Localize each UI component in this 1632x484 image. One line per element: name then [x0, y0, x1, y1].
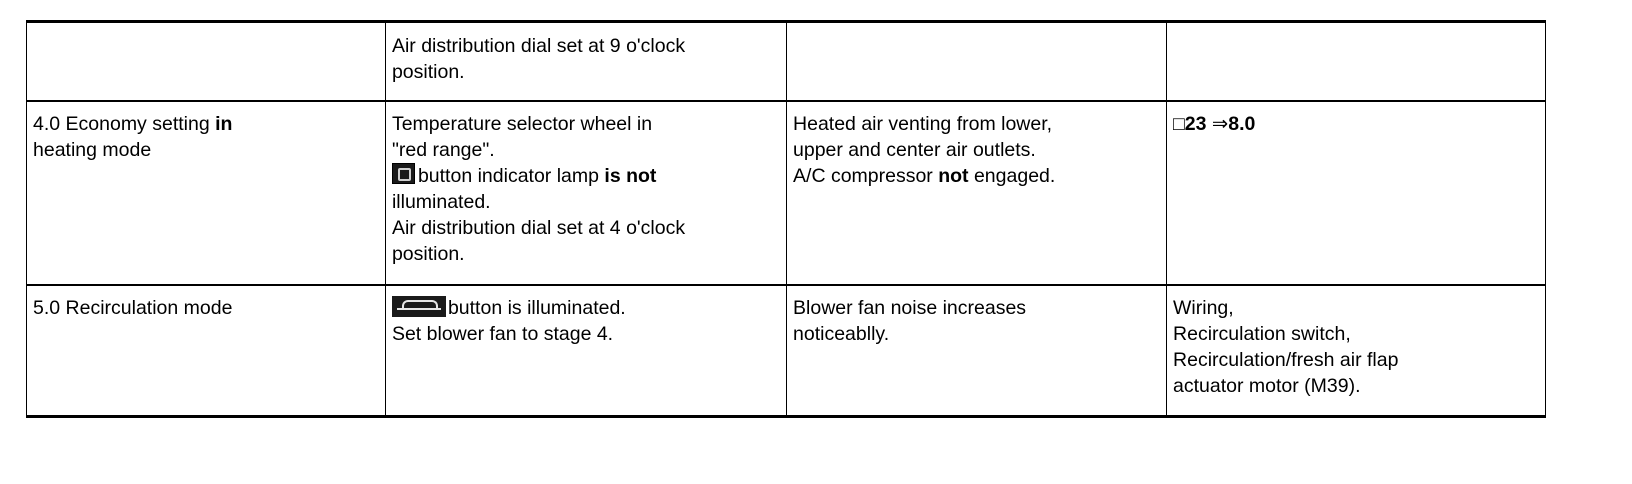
result-text: Heated air venting from lower, [793, 112, 1053, 135]
condition-text: position. [391, 242, 465, 265]
condition-text: Air distribution dial set at 4 o'clock [391, 216, 686, 239]
action-text: Recirculation switch, [1173, 322, 1351, 345]
reference-number: 23 [1184, 112, 1207, 135]
condition-text-bold: is not [604, 164, 657, 187]
result-text: noticeablly. [793, 322, 890, 345]
action-cell [1167, 101, 1546, 285]
action-text: actuator motor (M39). [1173, 374, 1361, 397]
condition-text: button is illuminated. [447, 296, 626, 319]
box-symbol: □ [1173, 112, 1185, 135]
result-cell [787, 101, 1167, 285]
result-cell [787, 22, 1167, 101]
step-cell [27, 22, 386, 101]
result-text: upper and center air outlets. [793, 138, 1036, 161]
condition-text: button indicator lamp [417, 164, 605, 187]
action-text: Recirculation/fresh air flap [1173, 348, 1399, 371]
goto-step-link[interactable]: 8.0 [1228, 112, 1256, 135]
condition-text: illuminated. [391, 190, 491, 213]
condition-cell [385, 285, 786, 417]
step-title: 4.0 Economy setting [33, 112, 216, 135]
condition-text: "red range". [391, 138, 495, 161]
action-cell [1167, 22, 1546, 101]
table-row [27, 285, 1546, 417]
condition-cell [385, 22, 786, 101]
step-title: heating mode [33, 138, 152, 161]
step-title-bold: in [215, 112, 233, 135]
action-text: Wiring, [1173, 296, 1234, 319]
result-text: engaged. [968, 164, 1056, 187]
step-cell [27, 285, 386, 417]
condition-cell [385, 101, 786, 285]
action-cell [1167, 285, 1546, 417]
result-text: Blower fan noise increases [793, 296, 1027, 319]
condition-text: position. [391, 61, 465, 83]
step-title: 5.0 Recirculation mode [33, 296, 233, 319]
condition-text: Temperature selector wheel in [391, 112, 653, 135]
result-text-bold: not [938, 164, 969, 187]
arrow-symbol: ⇒ [1206, 112, 1229, 135]
result-cell [787, 285, 1167, 417]
condition-text: Air distribution dial set at 9 o'clock [391, 35, 686, 57]
ac-button-icon [392, 163, 415, 184]
step-cell [27, 101, 386, 285]
result-text: A/C compressor [793, 164, 939, 187]
recirculation-button-icon [392, 296, 446, 317]
test-procedure-table [26, 20, 1546, 418]
table-row [27, 101, 1546, 285]
condition-text: Set blower fan to stage 4. [391, 322, 614, 345]
table-row [27, 22, 1546, 101]
